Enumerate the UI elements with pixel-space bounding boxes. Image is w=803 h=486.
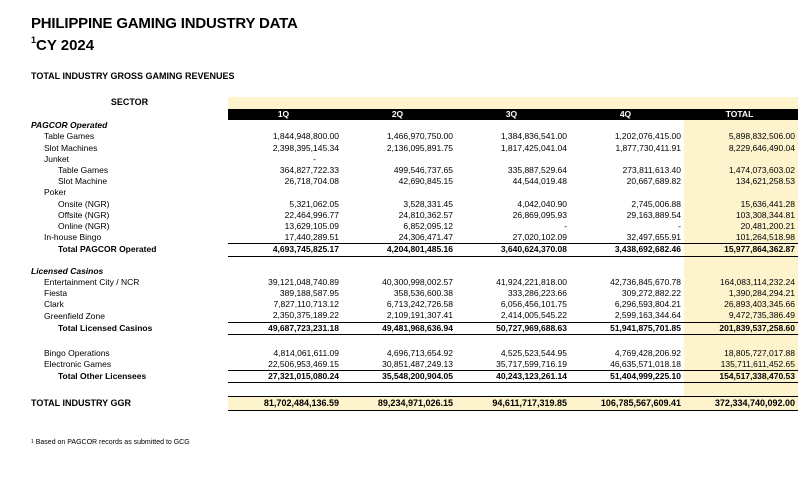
- cell-3q: 94,611,717,319.85: [456, 397, 570, 411]
- cell-3q: 6,056,456,101.75: [500, 299, 567, 310]
- group-pagcor-operated: PAGCOR Operated: [31, 120, 108, 131]
- cell-1q: 4,693,745,825.17: [228, 244, 342, 256]
- cell-2q: 6,713,242,726.58: [386, 299, 453, 310]
- cell-2q: 35,548,200,904.05: [342, 371, 456, 383]
- cell-total: 15,636,441.28: [684, 199, 798, 210]
- cell-3q: 44,544,019.48: [512, 176, 567, 187]
- section-title: TOTAL INDUSTRY GROSS GAMING REVENUES: [31, 71, 235, 81]
- cell-total: 9,472,735,386.49: [684, 310, 798, 322]
- row-label: Poker: [44, 187, 67, 198]
- cell-3q: 3,640,624,370.08: [456, 244, 570, 256]
- cell-2q: 6,852,095.12: [403, 221, 453, 232]
- cell-3q: [456, 154, 570, 165]
- header-band: [228, 97, 342, 109]
- table-row: [31, 187, 798, 198]
- cell-total: [684, 154, 798, 165]
- cell-1q: 5,321,062.05: [289, 198, 339, 209]
- cell-total: 134,621,258.53: [684, 176, 798, 187]
- cell-1q: 49,687,723,231.18: [228, 322, 342, 334]
- cell-1q: 17,440,289.51: [284, 232, 339, 243]
- cell-4q: 2,599,163,344.64: [614, 310, 681, 321]
- cell-4q: 6,296,593,804.21: [614, 299, 681, 310]
- cell-3q: 26,869,095.93: [512, 209, 567, 220]
- cell-2q: 2,136,095,891.75: [386, 142, 453, 153]
- cell-3q: 335,887,529.64: [507, 165, 567, 175]
- table-row: [31, 199, 798, 210]
- cell-total: 164,083,114,232.24: [684, 277, 798, 288]
- cell-2q: 49,481,968,636.94: [342, 322, 456, 334]
- row-label: Electronic Games: [44, 359, 112, 370]
- cell-3q: 1,817,425,041.04: [500, 142, 567, 153]
- cell-1q: 26,718,704.08: [284, 176, 339, 187]
- table-row: [31, 348, 798, 359]
- row-label: TOTAL INDUSTRY GGR: [31, 398, 132, 409]
- header-band: [684, 97, 798, 109]
- cell-total: 1,474,073,603.02: [684, 165, 798, 176]
- cell-4q: [570, 154, 684, 165]
- cell-4q: 51,941,875,701.85: [570, 322, 684, 334]
- row-label: Total Licensed Casinos: [58, 322, 153, 333]
- column-header-2q: 2Q: [342, 109, 456, 120]
- cell-3q: 1,384,836,541.00: [500, 131, 567, 142]
- cell-total: 101,264,518.98: [684, 232, 798, 244]
- footnote-text: Based on PAGCOR records as submitted to GCG: [35, 439, 190, 446]
- row-label: Slot Machine: [58, 176, 108, 187]
- header-band: [570, 97, 684, 109]
- table-row: [31, 131, 798, 142]
- cell-4q: 29,163,889.54: [626, 209, 681, 220]
- cell-total: 15,977,864,362.87: [684, 244, 798, 256]
- cell-total: 5,898,832,506.00: [684, 131, 798, 142]
- cell-4q: 32,497,655.91: [626, 232, 681, 243]
- cell-2q: 30,851,487,249.13: [382, 359, 453, 370]
- cell-1q: 81,702,484,136.59: [228, 397, 342, 411]
- cell-total: 154,517,338,470.53: [684, 371, 798, 383]
- cell-2q: 24,306,471.47: [398, 232, 453, 243]
- cell-4q: 20,667,689.82: [626, 176, 681, 187]
- cell-4q: -: [678, 221, 681, 232]
- cell-4q: 4,769,428,206.92: [614, 347, 681, 358]
- cell-4q: 51,404,999,225.10: [570, 371, 684, 383]
- grand-total-row: [31, 397, 798, 411]
- cell-2q: 4,204,801,485.16: [342, 244, 456, 256]
- table-row: [31, 154, 798, 165]
- cell-1q: 2,398,395,145.34: [272, 142, 339, 153]
- cell-2q: 3,528,331.45: [403, 198, 453, 209]
- cell-2q: 42,690,845.15: [398, 176, 453, 187]
- cell-total: 20,481,200.21: [684, 221, 798, 232]
- cell-2q: 358,536,600.38: [393, 288, 453, 299]
- row-label: Total PAGCOR Operated: [58, 244, 157, 255]
- period-subtitle: [31, 37, 94, 54]
- cell-total: 103,308,344.81: [684, 210, 798, 221]
- row-label: Table Games: [44, 131, 95, 142]
- table-row: [31, 176, 798, 187]
- cell-2q: 4,696,713,654.92: [386, 347, 453, 358]
- cell-3q: 333,286,223.66: [507, 288, 567, 299]
- table-row: [31, 288, 798, 299]
- cell-4q: 1,202,076,415.00: [614, 131, 681, 142]
- header-band: [342, 97, 456, 109]
- cell-4q: 42,736,845,670.78: [610, 276, 681, 287]
- cell-4q: 1,877,730,411.91: [615, 142, 681, 153]
- cell-1q: 22,464,996.77: [284, 209, 339, 220]
- cell-3q: 4,525,523,544.95: [500, 347, 567, 358]
- cell-1q: 4,814,061,611.09: [273, 347, 339, 358]
- cell-2q: 499,546,737.65: [393, 165, 453, 175]
- cell-1q: 1,844,948,800.00: [272, 131, 339, 142]
- cell-total: 201,839,537,258.60: [684, 322, 798, 334]
- table-row: [31, 221, 798, 232]
- cell-4q: 106,785,567,609.41: [570, 397, 684, 411]
- row-label: Onsite (NGR): [58, 198, 110, 209]
- table-row: [31, 299, 798, 310]
- row-label: Slot Machines: [44, 142, 98, 153]
- footnote-marker: 1: [31, 35, 37, 45]
- cell-4q: 2,745,006.88: [631, 198, 681, 209]
- table-row: [31, 165, 798, 176]
- cell-4q: 273,811,613.40: [622, 165, 681, 175]
- cell-2q: 24,810,362.57: [398, 209, 453, 220]
- table-row: [31, 143, 798, 154]
- cell-total: 26,893,403,345.66: [684, 299, 798, 310]
- cell-1q: 22,506,953,469.15: [268, 359, 339, 370]
- cell-1q: 364,827,722.33: [279, 165, 339, 175]
- cell-3q: 41,924,221,818.00: [496, 276, 567, 287]
- footnote: [31, 439, 190, 446]
- row-label: In-house Bingo: [44, 232, 102, 243]
- footnote-marker: 1: [31, 439, 34, 445]
- cell-1q: 27,321,015,080.24: [228, 371, 342, 383]
- subtotal-row: [31, 371, 798, 383]
- cell-2q: 2,109,191,307.41: [386, 310, 453, 321]
- cell-total: 135,711,611,452.65: [684, 359, 798, 371]
- cell-2q: 40,300,998,002.57: [382, 276, 453, 287]
- column-header-total: TOTAL: [684, 109, 798, 120]
- table-row: [31, 210, 798, 221]
- subtotal-row: [31, 244, 798, 256]
- column-header-1q: 1Q: [228, 109, 342, 120]
- cell-1q: 13,629,105.09: [284, 221, 339, 232]
- cell-2q: 1,466,970,750.00: [386, 131, 453, 142]
- row-label: Offsite (NGR): [58, 209, 110, 220]
- cell-total: 372,334,740,092.00: [684, 397, 798, 411]
- cell-total: 18,805,727,017.88: [684, 348, 798, 359]
- table-row: [31, 277, 798, 288]
- cell-1q: -: [313, 153, 316, 164]
- cell-3q: 2,414,005,545.22: [500, 310, 567, 321]
- row-label: Clark: [44, 299, 64, 310]
- table-row: [31, 232, 798, 244]
- cell-1q: 2,350,375,189.22: [272, 310, 339, 321]
- row-label: Bingo Operations: [44, 347, 110, 358]
- cell-total: 8,229,646,490.04: [684, 143, 798, 154]
- subtotal-row: [31, 322, 798, 334]
- cell-2q: [342, 154, 456, 165]
- cell-3q: 27,020,102.09: [512, 232, 567, 243]
- cell-3q: -: [564, 221, 567, 232]
- column-header-4q: 4Q: [570, 109, 684, 120]
- cell-1q: 39,121,048,740.89: [268, 276, 339, 287]
- cell-1q: 7,827,110,713.12: [273, 299, 339, 310]
- row-label: Junket: [44, 153, 70, 164]
- header-band: [456, 97, 570, 109]
- cell-1q: 389,188,587.95: [279, 288, 339, 299]
- cell-3q: 35,717,599,716.19: [496, 359, 567, 370]
- table-row: [31, 359, 798, 371]
- ggr-table: [31, 97, 798, 411]
- cell-3q: 4,042,040.90: [517, 198, 567, 209]
- column-header-3q: 3Q: [456, 109, 570, 120]
- row-label: Online (NGR): [58, 221, 110, 232]
- cell-4q: 46,635,571,018.18: [610, 359, 681, 370]
- row-label: Fiesta: [44, 288, 68, 299]
- cell-3q: 50,727,969,688.63: [456, 322, 570, 334]
- table-row: [31, 310, 798, 322]
- period-label: CY 2024: [36, 37, 95, 54]
- row-label: Greenfield Zone: [44, 310, 105, 321]
- cell-2q: 89,234,971,026.15: [342, 397, 456, 411]
- group-licensed-casinos: Licensed Casinos: [31, 265, 104, 276]
- cell-4q: 309,272,882.22: [621, 288, 681, 299]
- row-label: Table Games: [58, 165, 109, 175]
- cell-3q: 40,243,123,261.14: [456, 371, 570, 383]
- page-title: PHILIPPINE GAMING INDUSTRY DATA: [31, 15, 298, 32]
- spacer: [31, 109, 228, 120]
- row-label: Entertainment City / NCR: [44, 276, 140, 287]
- cell-total: 1,390,284,294.21: [684, 288, 798, 299]
- sector-header: SECTOR: [110, 97, 149, 108]
- row-label: Total Other Licensees: [58, 371, 147, 382]
- cell-4q: 3,438,692,682.46: [570, 244, 684, 256]
